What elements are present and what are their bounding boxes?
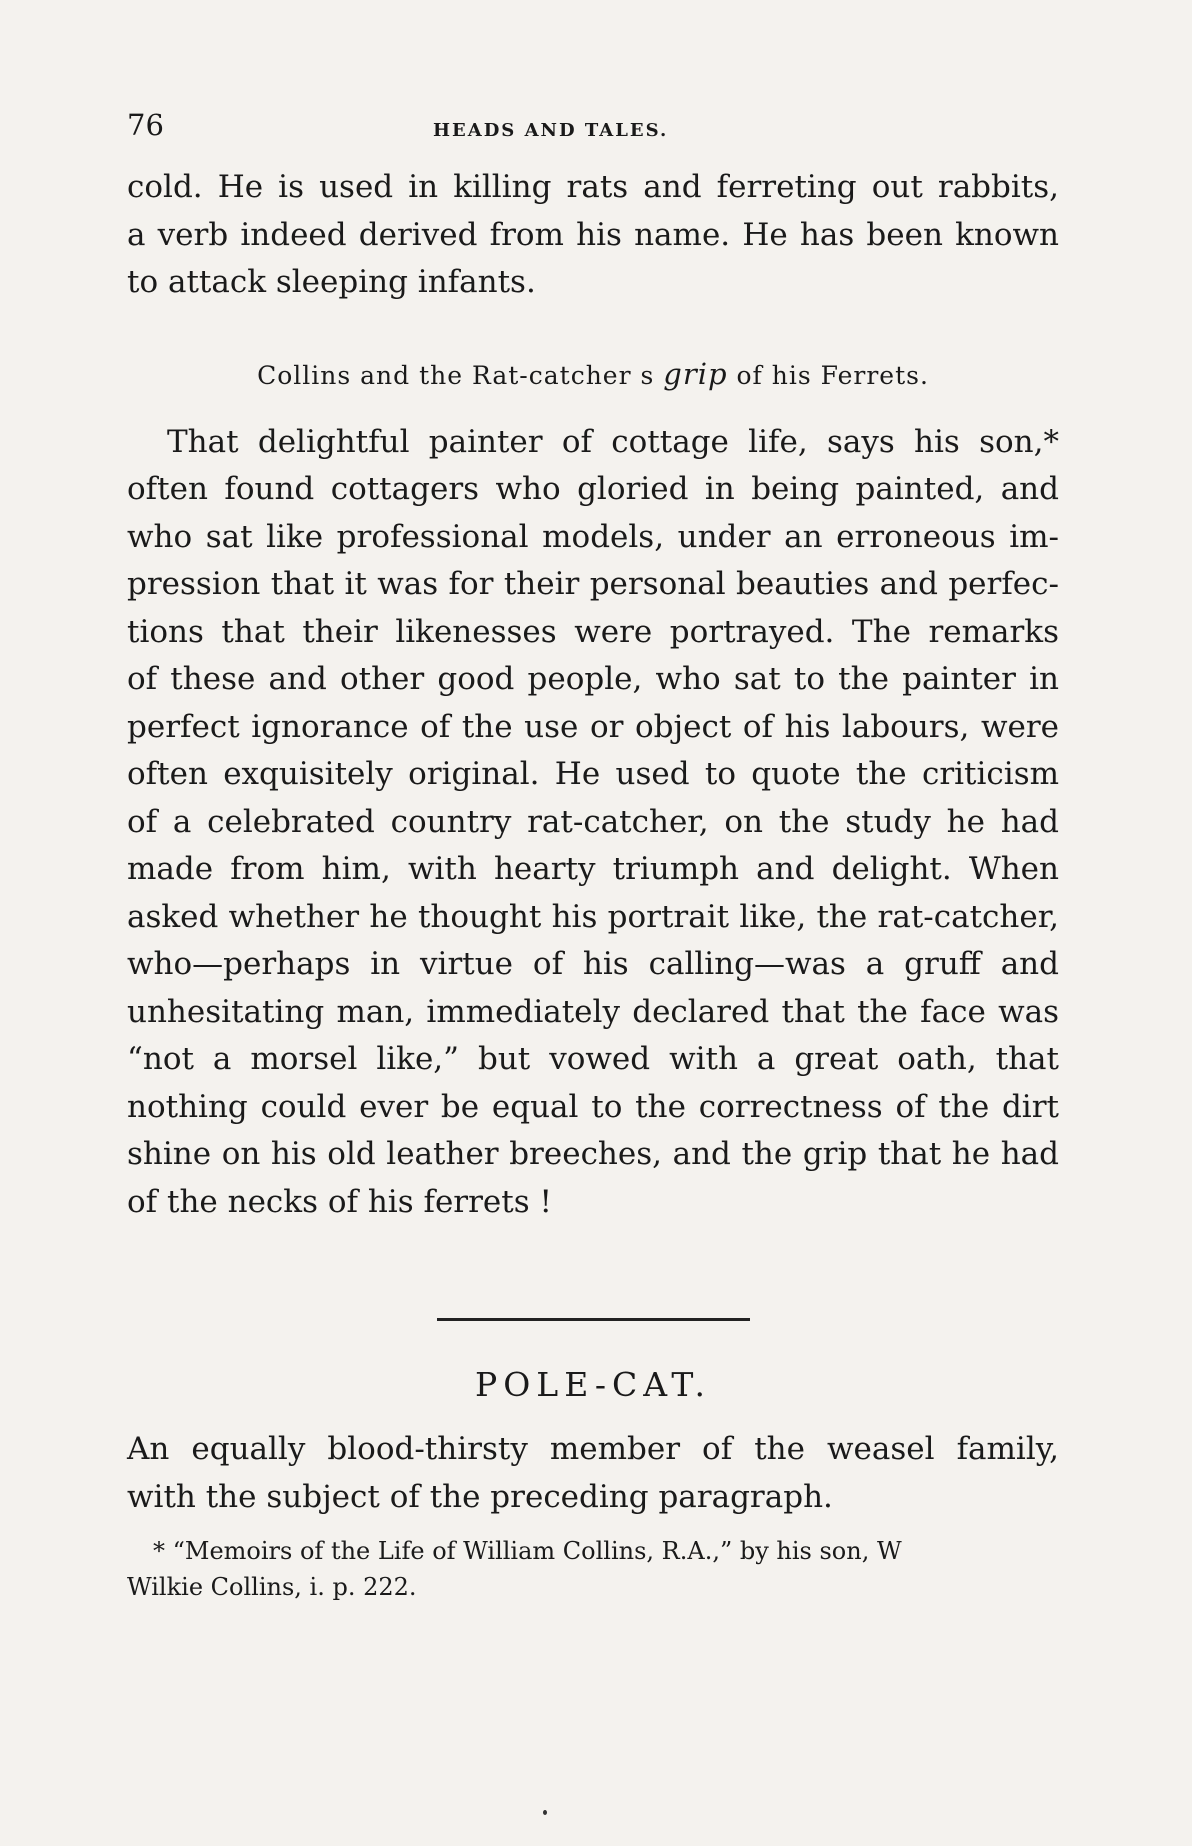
- text-line: cold. He is used in killing rats and ferreting out rabbits,: [127, 169, 1059, 205]
- footnote: [127, 1533, 1059, 1605]
- ink-speck: [543, 1810, 547, 1815]
- text-line: shine on his old leather breeches, and the grip that he had: [127, 1136, 1059, 1172]
- page-number: 76: [127, 108, 164, 142]
- paragraph-polecat: [127, 1426, 1059, 1521]
- running-title: HEADS AND TALES.: [433, 120, 669, 141]
- text-line: of a celebrated country rat-catcher, on the study he had: [127, 803, 1059, 840]
- section-subheading: [127, 357, 1059, 391]
- page-header: [127, 108, 1059, 150]
- paragraph-ferret: [127, 164, 1059, 307]
- text-line: of the necks of his ferrets !: [127, 1183, 552, 1220]
- footnote-line: * “Memoirs of the Life of William Collins, R.A.,” by his son, W: [153, 1537, 902, 1565]
- section-divider: [437, 1318, 750, 1321]
- section-title: POLE-CAT.: [475, 1365, 711, 1404]
- text-line: That delightful painter of cottage life, says his son,*: [167, 423, 1059, 460]
- text-line: with the subject of the preceding paragraph.: [127, 1478, 833, 1515]
- text-line: asked whether he thought his portrait like, the rat-catcher,: [127, 898, 1059, 935]
- text-line: “not a morsel like,” but vowed with a great oath, that: [127, 1041, 1059, 1077]
- subheading-part: Collins and the Rat-catcher s: [257, 360, 664, 390]
- text-line: of these and other good people, who sat to the painter in: [127, 661, 1059, 697]
- paragraph-collins: [127, 419, 1059, 1227]
- subheading-part: of his Ferrets.: [727, 360, 929, 390]
- text-line: nothing could ever be equal to the correctness of the dirt: [127, 1088, 1059, 1125]
- book-page: [127, 108, 1059, 1605]
- subheading-italic: grip: [663, 356, 728, 391]
- text-line: often found cottagers who gloried in being painted, and: [127, 471, 1059, 507]
- text-line: a verb indeed derived from his name. He has been known: [127, 216, 1059, 253]
- text-line: who—perhaps in virtue of his calling—was a gruff and: [127, 946, 1059, 982]
- footnote-line: Wilkie Collins, i. p. 222.: [127, 1573, 417, 1601]
- text-line: to attack sleeping infants.: [127, 264, 536, 300]
- text-line: perfect ignorance of the use or object of his labours, were: [127, 708, 1059, 745]
- text-line: made from him, with hearty triumph and delight. When: [127, 851, 1059, 887]
- text-line: tions that their likenesses were portrayed. The remarks: [127, 613, 1059, 650]
- text-line: often exquisitely original. He used to quote the criticism: [127, 756, 1059, 792]
- text-line: unhesitating man, immediately declared that the face was: [127, 993, 1059, 1030]
- text-line: An equally blood-thirsty member of the weasel family,: [127, 1431, 1059, 1467]
- text-line: pression that it was for their personal beauties and perfec-: [127, 566, 1059, 602]
- text-line: who sat like professional models, under an erroneous im-: [127, 518, 1059, 555]
